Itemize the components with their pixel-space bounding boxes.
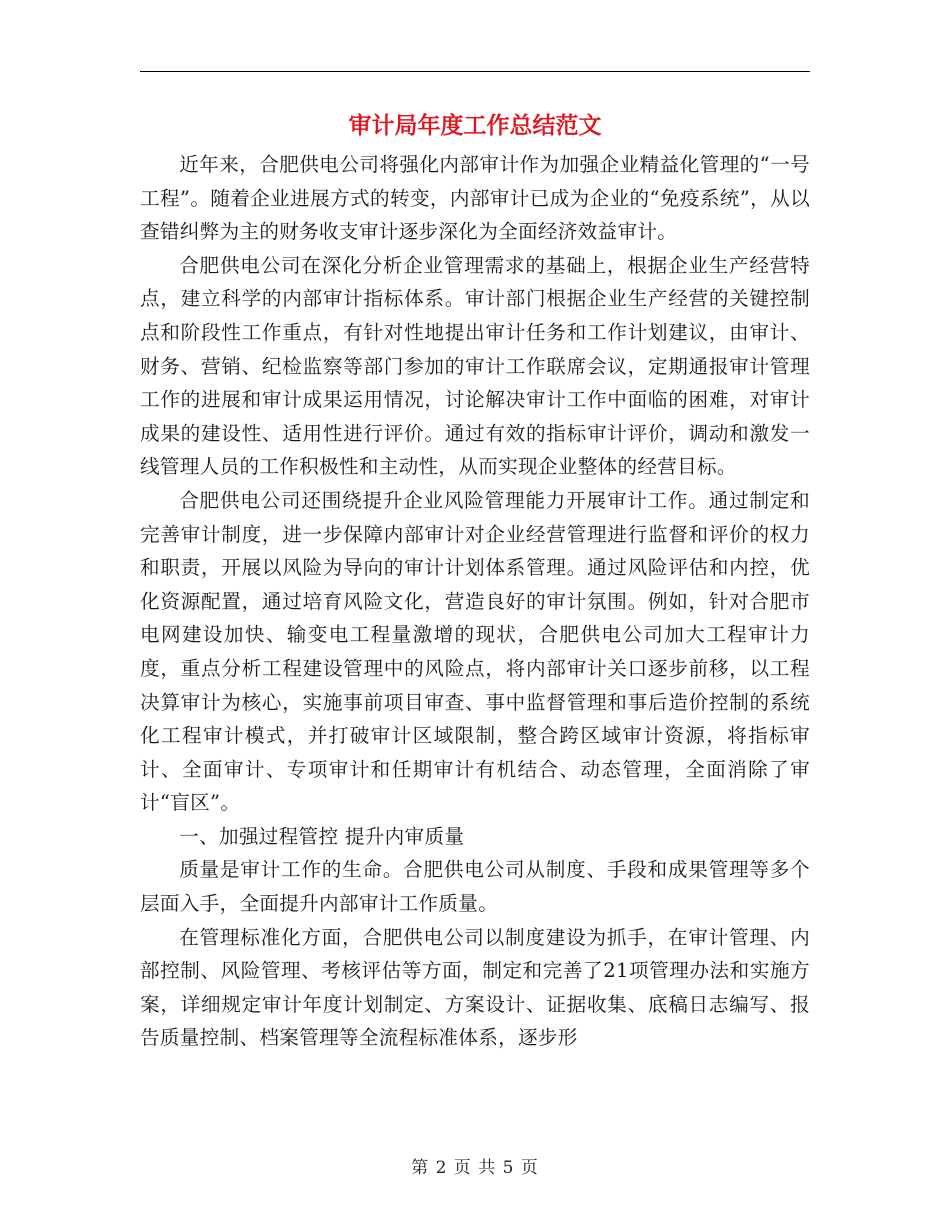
- paragraph-3: 合肥供电公司还围绕提升企业风险管理能力开展审计工作。通过制定和完善审计制度，进一步保障内部审计对企业经营管理进行监督和评价的权力和职责，开展以风险为导向的审计计划体系管理。通过风险评估和内控，优化资源配置，通过培育风险文化，营造良好的审计氛围。例如，针对合肥市电网建设加快、输变电工程量激增的现状，合肥供电公司加大工程审计力度，重点分析工程建设管理中的风险点，将内部审计关口逐步前移，以工程决算审计为核心，实施事前项目审查、事中监督管理和事后造价控制的系统化工程审计模式，并打破审计区域限制，整合跨区域审计资源，将指标审计、全面审计、专项审计和任期审计有机结合、动态管理，全面消除了审计“盲区”。: [140, 488, 810, 815]
- paragraph-1: 近年来，合肥供电公司将强化内部审计作为加强企业精益化管理的“一号工程”。随着企业进展方式的转变，内部审计已成为企业的“免疫系统”，从以查错纠弊为主的财务收支审计逐步深化为全面经济效益审计。: [140, 153, 810, 244]
- page-number-footer: 第 2 页 共 5 页: [411, 1158, 539, 1178]
- header-rule: [140, 71, 810, 72]
- paragraph-4: 质量是审计工作的生命。合肥供电公司从制度、手段和成果管理等多个层面入手，全面提升内部审计工作质量。: [140, 858, 810, 916]
- paragraph-2: 合肥供电公司在深化分析企业管理需求的基础上，根据企业生产经营特点，建立科学的内部审计指标体系。审计部门根据企业生产经营的关键控制点和阶段性工作重点，有针对性地提出审计任务和工作计划建议，由审计、财务、营销、纪检监察等部门参加的审计工作联席会议，定期通报审计管理工作的进展和审计成果运用情况，讨论解决审计工作中面临的困难，对审计成果的建设性、适用性进行评价。通过有效的指标审计评价，调动和激发一线管理人员的工作积极性和主动性，从而实现企业整体的经营目标。: [140, 253, 810, 479]
- paragraph-5: 在管理标准化方面，合肥供电公司以制度建设为抓手，在审计管理、内部控制、风险管理、考核评估等方面，制定和完善了21项管理办法和实施方案，详细规定审计年度计划制定、方案设计、证据收集、底稿日志编写、报告质量控制、档案管理等全流程标准体系，逐步形: [140, 925, 810, 1050]
- document-title: 审计局年度工作总结范文: [348, 112, 602, 139]
- section-heading-1: 一、加强过程管控 提升内审质量: [179, 824, 465, 848]
- document-body: [140, 148, 810, 1055]
